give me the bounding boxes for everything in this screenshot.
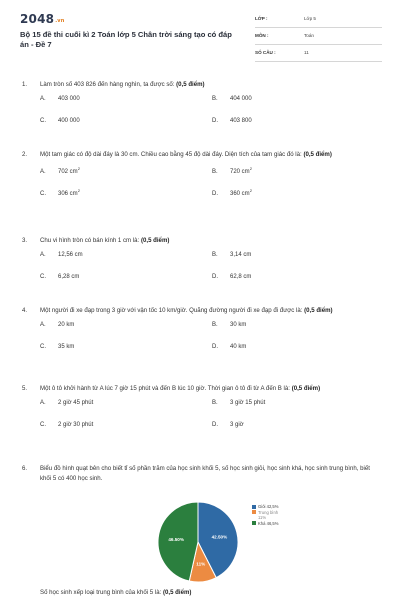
option-text: 400 000: [58, 118, 80, 124]
meta-value: Toán: [304, 33, 314, 38]
option-text: 403 800: [230, 118, 252, 124]
option-text: 6,28 cm: [58, 274, 80, 280]
option-d[interactable]: [212, 422, 244, 428]
option-a[interactable]: [40, 96, 80, 102]
option-letter: C.: [40, 422, 46, 428]
question-points: (0,5 điểm): [291, 385, 321, 392]
option-letter: B.: [212, 169, 218, 175]
option-letter: D.: [212, 274, 218, 280]
question-text: Số học sinh xếp loại trung bình của khối 5 là:: [40, 589, 163, 596]
option-text: 20 km: [58, 322, 75, 328]
option-text: 3 giờ 15 phút: [230, 400, 266, 406]
question-number: 5.: [22, 385, 28, 392]
question-text: Một người đi xe đạp trong 3 giờ với vận tốc 10 km/giờ. Quãng đường người đi xe đạp đi được là:: [40, 307, 305, 314]
question-text: Một ô tô khởi hành từ A lúc 7 giờ 15 phút và đến B lúc 10 giờ. Thời gian ô tô đi từ A đến B là:: [40, 385, 292, 392]
site-logo[interactable]: [20, 12, 65, 26]
question-5: [22, 384, 380, 444]
option-d[interactable]: [212, 274, 251, 280]
option-letter: A.: [40, 96, 46, 102]
question-number: 2.: [22, 151, 28, 158]
meta-row-class: [255, 14, 382, 28]
question-stem: [22, 464, 380, 484]
option-letter: D.: [212, 344, 218, 350]
pie-chart-svg: [150, 498, 310, 588]
option-c[interactable]: [40, 274, 79, 280]
option-text: 40 km: [230, 344, 247, 350]
question-stem: [22, 80, 380, 90]
option-text: 306 cm: [58, 191, 78, 197]
legend-label: Trung bình 11%: [258, 509, 279, 520]
question-points: (0,5 điểm): [140, 237, 170, 244]
question-number: 1.: [22, 81, 28, 88]
option-superscript: 2: [77, 166, 80, 171]
option-text: 360 cm: [230, 191, 250, 197]
document-title: Bộ 15 đề thi cuối kì 2 Toán lớp 5 Chân trời sáng tạo có đáp án - Đề 7: [20, 30, 232, 49]
question-2: [22, 150, 380, 210]
options: [22, 400, 380, 444]
question-6-followup: [22, 588, 380, 598]
option-b[interactable]: [212, 166, 252, 175]
options: [22, 96, 380, 140]
question-points: (0,5 điểm): [176, 81, 205, 88]
option-letter: A.: [40, 400, 46, 406]
option-a[interactable]: [40, 166, 80, 175]
option-text: 404 000: [230, 96, 252, 102]
question-text: Làm tròn số 403 826 đến hàng nghìn, ta được số:: [40, 81, 177, 88]
option-letter: D.: [212, 422, 218, 428]
legend-label: Giỏi 42,5%: [258, 504, 279, 509]
question-text: Chu vi hình tròn có bán kính 1 cm là:: [40, 237, 141, 244]
pie-slice-label-2: 46.50%: [168, 537, 184, 543]
pie-chart: [150, 498, 310, 588]
meta-row-count: [255, 48, 382, 62]
legend-swatch: [252, 521, 256, 525]
option-superscript: 2: [249, 166, 252, 171]
option-text: 702 cm: [58, 169, 78, 175]
pie-slice-label-1: 11%: [196, 561, 206, 567]
option-b[interactable]: [212, 252, 251, 258]
option-text: 720 cm: [230, 169, 250, 175]
meta-key: SỐ CÂU :: [255, 50, 276, 55]
question-points: (0,5 điểm): [162, 589, 192, 596]
legend-label: Khá 46,5%: [258, 520, 279, 526]
option-letter: C.: [40, 191, 46, 197]
option-superscript: 2: [249, 188, 252, 193]
option-b[interactable]: [212, 322, 246, 328]
question-stem: [22, 384, 380, 394]
question-stem: [22, 306, 380, 316]
question-1: [22, 80, 380, 140]
options: [22, 252, 380, 296]
question-number: 4.: [22, 307, 28, 314]
legend-swatch: [252, 505, 256, 509]
question-6: [22, 464, 380, 484]
question-points: (0,5 điểm): [303, 151, 332, 158]
meta-info: [255, 14, 382, 65]
meta-value: 11: [304, 50, 309, 55]
logo-suffix: .vn: [55, 18, 65, 24]
option-letter: A.: [40, 169, 46, 175]
option-text: 403 000: [58, 96, 80, 102]
meta-key: LỚP :: [255, 16, 268, 21]
option-letter: C.: [40, 118, 46, 124]
legend-swatch: [252, 510, 256, 514]
logo-text: 2048: [20, 12, 55, 26]
question-3: [22, 236, 380, 296]
option-a[interactable]: [40, 252, 83, 258]
option-text: 3,14 cm: [230, 252, 252, 258]
meta-key: MÔN :: [255, 33, 269, 38]
option-b[interactable]: [212, 400, 265, 406]
document-header: [20, 12, 382, 64]
question-number: 6.: [22, 465, 28, 472]
question-number: 3.: [22, 237, 28, 244]
legend-item-2: [252, 521, 280, 527]
option-a[interactable]: [40, 400, 93, 406]
option-d[interactable]: [212, 344, 246, 350]
option-text: 30 km: [230, 322, 247, 328]
option-b[interactable]: [212, 96, 252, 102]
legend-item-1: [252, 510, 280, 521]
question-points: (0,5 điểm): [304, 307, 333, 314]
question-text: Biểu đồ hình quạt bên cho biết tỉ số phần trăm của học sinh khối 5, số học sinh giỏi, học sinh khá, học sinh trung bình, biết khối 5 có 400 học sinh.: [40, 465, 370, 482]
option-text: 62,8 cm: [230, 274, 252, 280]
question-stem: [22, 236, 380, 246]
option-letter: B.: [212, 96, 218, 102]
question-stem: [22, 150, 380, 160]
option-letter: B.: [212, 252, 218, 258]
option-d[interactable]: [212, 188, 252, 197]
option-letter: C.: [40, 344, 46, 350]
option-letter: A.: [40, 322, 46, 328]
option-letter: A.: [40, 252, 46, 258]
option-letter: D.: [212, 191, 218, 197]
option-c[interactable]: [40, 422, 93, 428]
question-text: Một tam giác có độ dài đáy là 30 cm. Chiều cao bằng 45 độ dài đáy. Diện tích của tam giác đó là:: [40, 151, 304, 158]
meta-row-subject: [255, 31, 382, 45]
option-text: 2 giờ 45 phút: [58, 400, 94, 406]
option-d[interactable]: [212, 118, 252, 124]
option-c[interactable]: [40, 344, 74, 350]
option-text: 12,56 cm: [58, 252, 83, 258]
option-superscript: 2: [77, 188, 80, 193]
option-c[interactable]: [40, 118, 80, 124]
option-text: 2 giờ 30 phút: [58, 422, 94, 428]
option-c[interactable]: [40, 188, 80, 197]
question-4: [22, 306, 380, 366]
option-letter: B.: [212, 400, 218, 406]
option-text: 35 km: [58, 344, 75, 350]
option-letter: B.: [212, 322, 218, 328]
option-text: 3 giờ: [230, 422, 244, 428]
options: [22, 322, 380, 366]
option-letter: D.: [212, 118, 218, 124]
pie-slice-label-0: 42.50%: [211, 534, 228, 540]
chart-legend: [252, 504, 280, 526]
meta-value: Lớp 5: [304, 16, 316, 21]
option-a[interactable]: [40, 322, 74, 328]
option-letter: C.: [40, 274, 46, 280]
question-stem: [22, 588, 380, 598]
options: [22, 166, 380, 210]
